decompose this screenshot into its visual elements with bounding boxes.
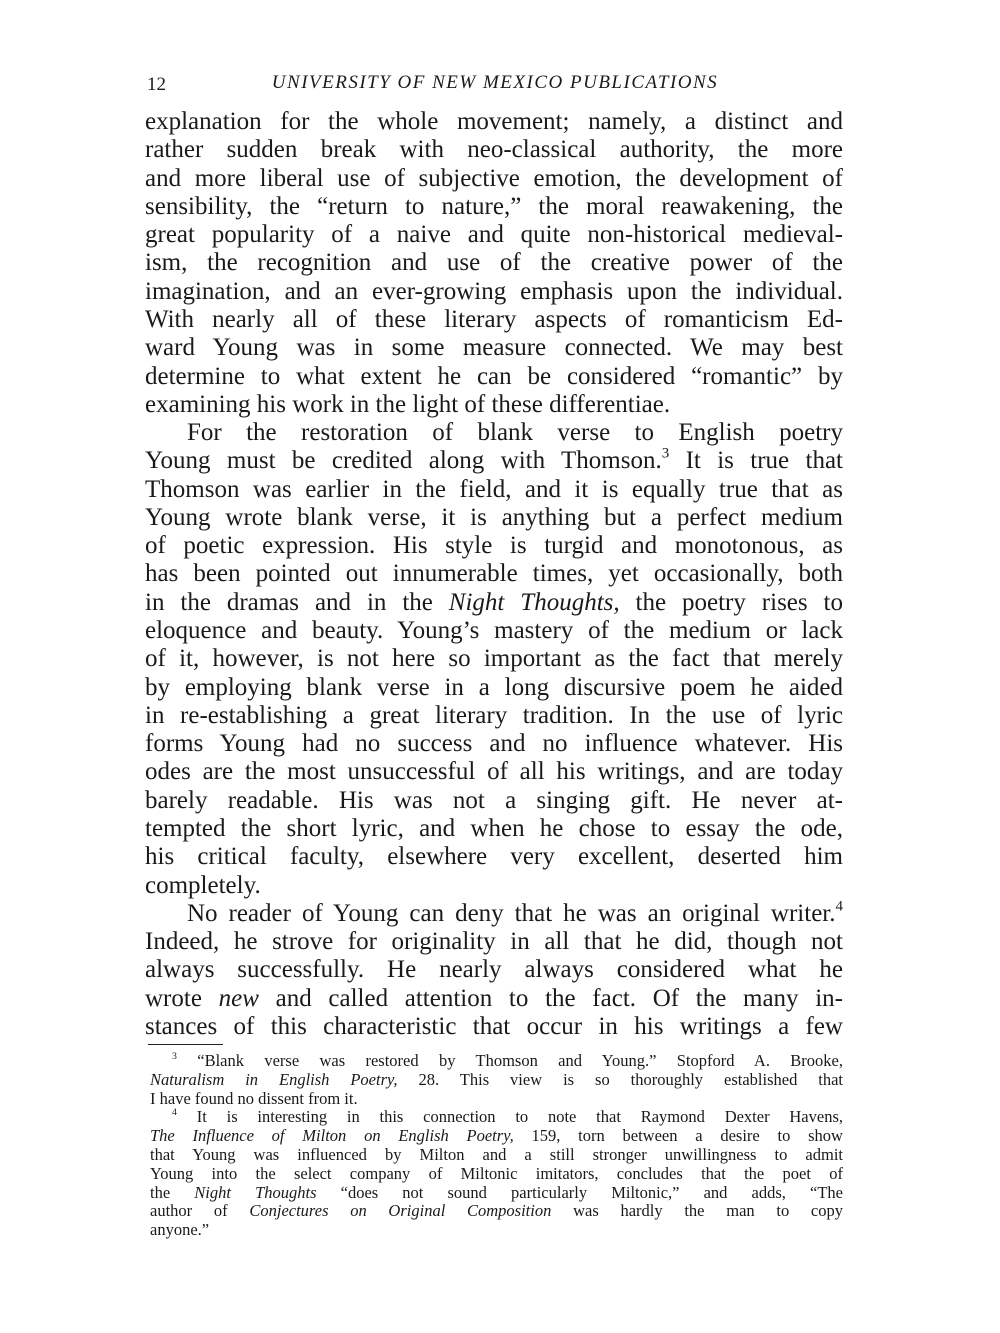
text-segment: “Blank verse was restored by Thomson and Young.” Stopford A. Brooke, [176,1051,843,1070]
footnote-line [150,1165,843,1183]
text-line [145,221,843,249]
text-line [145,730,843,758]
text-line [145,532,843,560]
text-segment: stances of this characteristic that occur in his writings a few [145,1012,843,1040]
text-segment: “does not sound particularly Miltonic,” and adds, “The [316,1182,843,1202]
text-segment: of it, however, is not here so important as the fact that merely [145,645,843,673]
text-segment: in re-establishing a great literary tradition. In the use of lyric [145,701,843,729]
text-segment: rather sudden break with neo-classical authority, the more [145,136,843,164]
running-title: UNIVERSITY OF NEW MEXICO PUBLICATIONS [271,72,719,93]
page-number: 12 [147,74,166,95]
text-line [145,560,843,588]
footnote-marker: 4 [172,1107,177,1119]
text-segment: Young wrote blank verse, it is anything but a perfect medium [145,503,843,531]
text-line [145,985,843,1013]
text-segment: of poetic expression. His style is turgid and monotonous, as [145,532,843,560]
text-segment: by employing blank verse in a long discursive poem he aided [145,673,843,701]
text-line [145,900,843,928]
text-segment: ward Young was in some measure connected. We may best [145,334,843,362]
footnote-line [150,1184,843,1202]
text-segment: has been pointed out innumerable times, yet occasionally, both [145,560,843,588]
text-segment: completely. [145,871,261,899]
footnote-line [150,1202,843,1220]
text-segment: Young must be credited along with Thomson. [145,447,662,475]
text-segment: explanation for the whole movement; namely, a distinct and [145,108,843,135]
text-line [145,136,843,164]
text-segment: No reader of Young can deny that he was an original writer. [187,899,836,927]
text-segment: Indeed, he strove for originality in all that he did, though not [145,928,843,956]
text-segment: the poetry rises to [619,588,843,616]
text-line [145,391,843,419]
italic-text: new [218,984,259,1012]
text-line [145,843,843,871]
text-segment: the [150,1182,195,1202]
italic-text: The Influence of Milton on English Poetry, [150,1126,514,1146]
text-segment: Young into the select company of Miltonic imitators, concludes that the poet of [150,1163,843,1183]
text-segment: that Young was influenced by Milton and a still stronger unwillingness to admit [150,1145,843,1164]
footnote-line [150,1071,843,1089]
italic-text: Night Thoughts, [448,588,620,616]
footnote-line [150,1127,843,1145]
text-segment: It is interesting in this connection to note that Raymond Dexter Havens, [176,1107,843,1127]
text-segment: determine to what extent he can be considered “romantic” by [145,362,843,390]
footnote-line [150,1221,843,1239]
text-line [145,165,843,193]
text-line [145,617,843,645]
text-segment: and called attention to the fact. Of the many in- [258,984,844,1012]
italic-text: Night Thoughts [194,1182,317,1202]
footnote-marker: 3 [172,1051,177,1063]
text-segment: author of [150,1201,250,1221]
footnote-marker: 4 [835,898,843,915]
footnote-marker: 3 [661,445,670,462]
text-segment: ism, the recognition and use of the creative power of the [145,249,843,277]
text-segment: sensibility, the “return to nature,” the moral reawakening, the [145,192,843,220]
text-segment: always successfully. He nearly always considered what he [145,956,843,984]
text-line [145,645,843,673]
text-line [145,306,843,334]
text-line [145,956,843,984]
text-line [145,363,843,391]
text-line [145,193,843,221]
text-line [145,928,843,956]
footnote-line [150,1108,843,1126]
text-line [145,504,843,532]
text-segment: his critical faculty, elsewhere very excellent, deserted him [145,843,843,871]
text-line [145,589,843,617]
text-line [145,815,843,843]
text-line [145,447,843,475]
text-segment: examining his work in the light of these differentiae. [145,390,671,418]
text-line [145,334,843,362]
text-line [145,872,843,900]
text-line [145,1013,843,1041]
text-line [145,476,843,504]
text-segment: With nearly all of these literary aspects of romanticism Ed- [145,305,843,333]
italic-text: Naturalism in English Poetry, [150,1069,398,1089]
text-line [145,419,843,447]
text-segment: odes are the most unsuccessful of all his writings, and are today [145,758,843,786]
footnote-line [150,1090,843,1108]
footnote-line [150,1146,843,1164]
text-segment: great popularity of a naive and quite non-historical medieval- [145,221,843,249]
text-segment: eloquence and beauty. Young’s mastery of the medium or lack [145,617,843,645]
text-segment: Thomson was earlier in the field, and it is equally true that as [145,475,843,503]
text-line [145,758,843,786]
text-segment: 159, torn between a desire to show [513,1126,843,1146]
footnote-rule [148,1044,223,1045]
text-segment: I have found no dissent from it. [150,1088,358,1108]
text-segment: and more liberal use of subjective emotion, the development of [145,164,843,192]
text-line [145,702,843,730]
text-segment: For the restoration of blank verse to English poetry [187,419,843,447]
text-segment: wrote [145,984,219,1012]
text-segment: barely readable. His was not a singing gift. He never at- [145,786,843,814]
italic-text: Conjectures on Original Composition [249,1201,552,1221]
text-line [145,249,843,277]
text-segment: It is true that [669,447,843,475]
text-segment: was hardly the man to copy [551,1201,844,1221]
text-segment: anyone.” [150,1220,210,1240]
text-segment: imagination, and an ever-growing emphasis upon the individual. [145,277,843,305]
text-segment: forms Young had no success and no influence whatever. His [145,730,843,758]
text-line [145,674,843,702]
text-line [145,787,843,815]
footnote-line [150,1052,843,1070]
text-segment: 28. This view is so thoroughly established that [397,1069,844,1089]
text-line [145,108,843,136]
text-line [145,278,843,306]
text-segment: tempted the short lyric, and when he chose to essay the ode, [145,815,843,842]
text-segment: in the dramas and in the [145,588,449,616]
